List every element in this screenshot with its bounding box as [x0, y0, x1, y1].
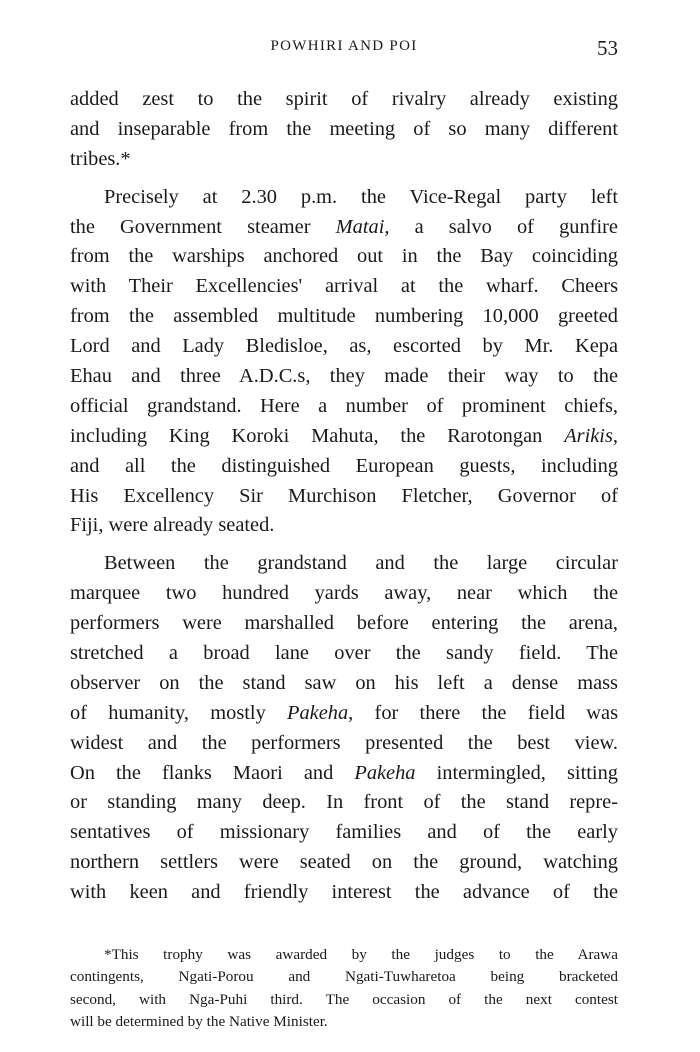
text-line: tribes.* [70, 147, 131, 170]
footnote [70, 944, 618, 1034]
text-line: His Excellency Sir Murchison Fletcher, Governor of [70, 484, 618, 507]
text-line: or standing many deep. In front of the stand repre- [70, 791, 618, 814]
text-line [70, 759, 618, 789]
text-line: and inseparable from the meeting of so many different [70, 117, 618, 140]
text-line: and all the distinguished European guests, including [70, 454, 618, 477]
italic-term: Matai, [335, 215, 390, 238]
text-line: from the assembled multitude numbering 10,000 greeted [70, 305, 618, 328]
text-line: widest and the performers presented the best view. [70, 731, 618, 754]
page-number: 53 [597, 36, 618, 60]
text-line: performers were marshalled before entering the arena, [70, 612, 618, 635]
text-line: Precisely at 2.30 p.m. the Vice-Regal party left [104, 185, 618, 208]
text-line: sentatives of missionary families and of the early [70, 821, 618, 844]
italic-term: Arikis, [564, 424, 618, 447]
text-run: of humanity, mostly [70, 701, 288, 724]
text-line: from the warships anchored out in the Bay coinciding [70, 245, 618, 268]
italic-term: Pakeha [354, 761, 416, 784]
text-line: added zest to the spirit of rivalry already existing [70, 88, 618, 110]
running-head [70, 36, 618, 62]
footnote-line: contingents, Ngati-Porou and Ngati-Tuwharetoa being bracketed [70, 968, 618, 986]
text-line: Between the grandstand and the large circular [104, 552, 618, 575]
text-line: observer on the stand saw on his left a dense mass [70, 671, 618, 694]
text-run: for there the field was [374, 701, 619, 724]
text-run: a salvo of gunfire [414, 215, 618, 238]
text-run: including King Koroki Mahuta, the Rarotongan [70, 424, 565, 447]
paragraph [70, 183, 618, 542]
text-line: Fiji, were already seated. [70, 514, 275, 537]
text-run: the Government steamer [70, 215, 336, 238]
text-line: marquee two hundred yards away, near which the [70, 582, 618, 605]
text-line [70, 422, 618, 452]
text-line: with Their Excellencies' arrival at the wharf. Cheers [70, 275, 618, 298]
running-title: POWHIRI AND POI [270, 38, 418, 54]
paragraph [70, 549, 618, 908]
text-line [70, 699, 618, 729]
body-text [70, 85, 618, 908]
text-run: On the flanks Maori and [70, 761, 355, 784]
text-line: Lord and Lady Bledisloe, as, escorted by Mr. Kepa [70, 335, 618, 358]
footnote-line: second, with Nga-Puhi third. The occasion of the next contest [70, 990, 618, 1008]
text-run: intermingled, sitting [436, 761, 618, 784]
text-line: Ehau and three A.D.C.s, they made their way to the [70, 365, 618, 388]
text-line: northern settlers were seated on the ground, watching [70, 851, 618, 874]
footnote-line: will be determined by the Native Minister. [70, 1013, 328, 1031]
italic-term: Pakeha, [287, 701, 354, 724]
text-line: with keen and friendly interest the advance of the [70, 881, 618, 904]
footnote-line: *This trophy was awarded by the judges to the Arawa [104, 946, 618, 963]
paragraph [70, 85, 618, 175]
text-line: official grandstand. Here a number of prominent chiefs, [70, 394, 618, 417]
text-line: stretched a broad lane over the sandy field. The [70, 642, 618, 665]
text-line [70, 213, 618, 243]
